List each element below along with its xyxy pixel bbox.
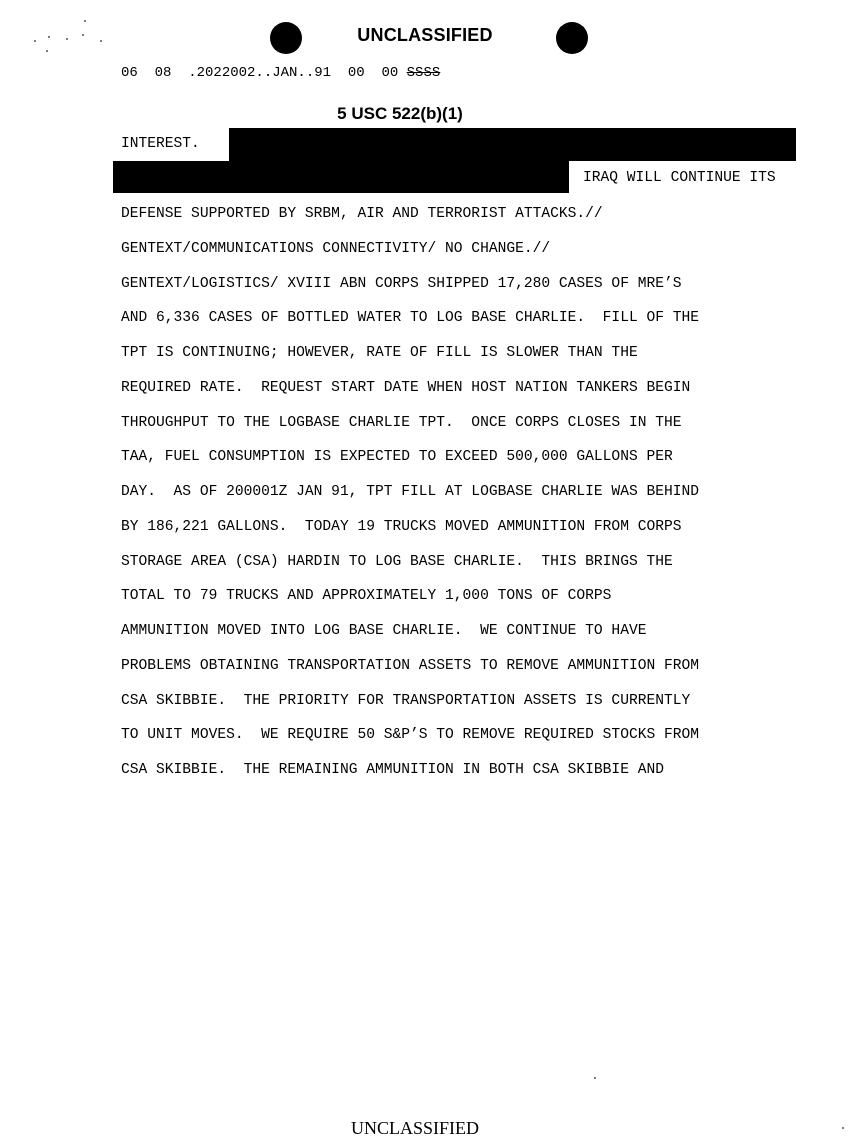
body-text-line: DAY. AS OF 200001Z JAN 91, TPT FILL AT LOGBASE CHARLIE WAS BEHIND [121, 484, 700, 500]
body-text-line: CSA SKIBBIE. THE PRIORITY FOR TRANSPORTATION ASSETS IS CURRENTLY [121, 692, 691, 709]
routing-prefix: 06 08 .2022002 [121, 65, 256, 81]
scan-speck [48, 36, 50, 38]
scan-speck [594, 1077, 596, 1079]
exemption-citation: 5 USC 522(b)(1) [337, 104, 463, 123]
scan-speck [66, 38, 68, 40]
redaction-block-2 [113, 161, 569, 193]
scan-speck [842, 1127, 844, 1129]
body-line-iraq-tail: IRAQ WILL CONTINUE ITS [583, 170, 776, 186]
body-text-line: REQUIRED RATE. REQUEST START DATE WHEN HOST NATION TANKERS BEGIN [121, 379, 691, 396]
body-text-line: STORAGE AREA (CSA) HARDIN TO LOG BASE CHARLIE. THIS BRINGS THE [121, 553, 673, 570]
body-text-line: DEFENSE SUPPORTED BY SRBM, AIR AND TERRORIST ATTACKS.// [121, 206, 603, 222]
body-text-line: AND 6,336 CASES OF BOTTLED WATER TO LOG BASE CHARLIE. FILL OF THE [121, 310, 700, 327]
body-text-line: TAA, FUEL CONSUMPTION IS EXPECTED TO EXCEED 500,000 GALLONS PER [121, 449, 673, 466]
scan-speck [34, 40, 36, 42]
scan-speck [84, 20, 86, 22]
body-text-line: THROUGHPUT TO THE LOGBASE CHARLIE TPT. ONCE CORPS CLOSES IN THE [121, 414, 682, 431]
body-text-line: PROBLEMS OBTAINING TRANSPORTATION ASSETS TO REMOVE AMMUNITION FROM [121, 657, 700, 674]
scan-speck [82, 34, 84, 36]
message-routing-line [121, 65, 440, 81]
routing-struck-text: SSSS [406, 65, 441, 81]
redaction-block-1 [229, 128, 796, 161]
body-text-line: TPT IS CONTINUING; HOWEVER, RATE OF FILL IS SLOWER THAN THE [121, 345, 638, 361]
bottom-classification-marking: UNCLASSIFIED [350, 1118, 479, 1138]
body-text-line: GENTEXT/LOGISTICS/ XVIII ABN CORPS SHIPPED 17,280 CASES OF MRE’S [121, 275, 682, 292]
body-text-line: TO UNIT MOVES. WE REQUIRE 50 S&P’S TO REMOVE REQUIRED STOCKS FROM [121, 727, 700, 744]
scan-speck [46, 50, 48, 52]
body-text-line: AMMUNITION MOVED INTO LOG BASE CHARLIE. WE CONTINUE TO HAVE [121, 623, 647, 639]
body-text-line: BY 186,221 GALLONS. TODAY 19 TRUCKS MOVED AMMUNITION FROM CORPS [121, 518, 682, 535]
top-classification-marking: UNCLASSIFIED [357, 25, 493, 45]
routing-suffix: ..JAN..91 00 00 [255, 65, 407, 81]
scan-speck [100, 40, 102, 42]
body-line-interest: INTEREST. [121, 136, 200, 152]
body-text-line: TOTAL TO 79 TRUCKS AND APPROXIMATELY 1,000 TONS OF CORPS [121, 588, 612, 605]
body-text-line: CSA SKIBBIE. THE REMAINING AMMUNITION IN BOTH CSA SKIBBIE AND [121, 762, 664, 778]
body-text-line: GENTEXT/COMMUNICATIONS CONNECTIVITY/ NO CHANGE.// [121, 240, 551, 257]
